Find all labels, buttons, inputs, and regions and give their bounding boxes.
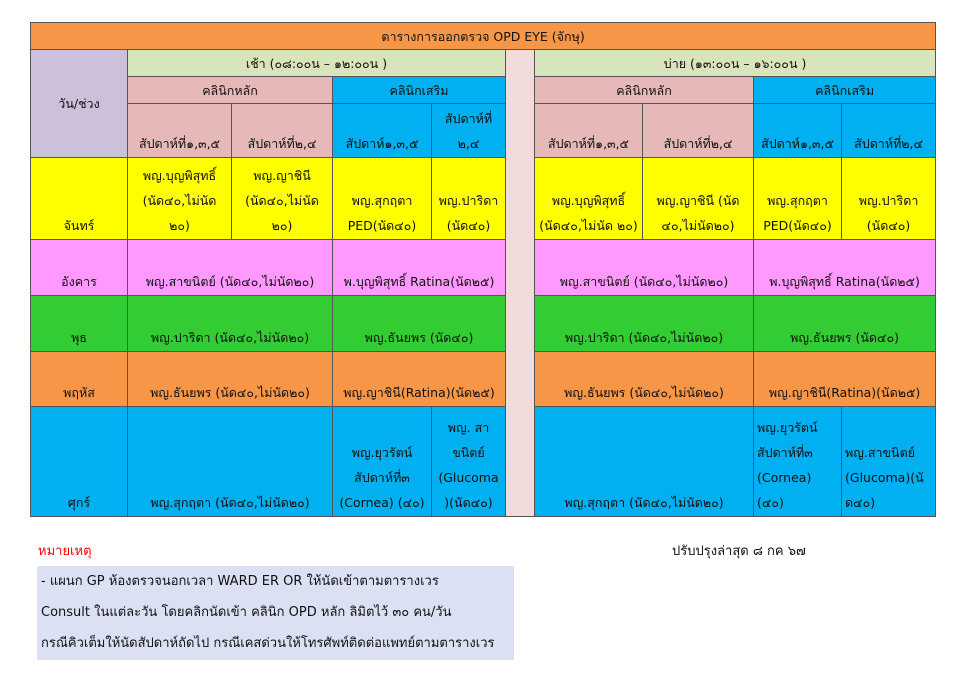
schedule-cell: พญ.ยุวรัตน์ สัปดาห์ที่๓ (Cornea) (๔๐) xyxy=(754,407,842,517)
schedule-cell: พญ.สาขนิตย์ (Glucoma)(นั ด๔๐) xyxy=(842,407,936,517)
schedule-cell: พญ.สุกฤตา (นัด๔๐,ไม่นัด๒๐) xyxy=(128,407,333,517)
schedule-cell: พญ.สุกฤตา PED(นัด๔๐) xyxy=(333,158,432,240)
last-updated: ปรับปรุงล่าสุด ๘ กค ๖๗ xyxy=(672,544,806,559)
table-row-wednesday xyxy=(31,296,936,352)
note-box xyxy=(37,566,514,660)
table-row-thursday xyxy=(31,352,936,407)
pm-main-week24-header: สัปดาห์ที่๒,๔ xyxy=(643,104,754,158)
schedule-cell: พญ.ปาริดา (นัด๔๐,ไม่นัด๒๐) xyxy=(128,296,333,352)
schedule-cell: พญ.สาขนิตย์ (นัด๔๐,ไม่นัด๒๐) xyxy=(128,240,333,296)
table-row-monday xyxy=(31,158,936,240)
morning-main-clinic-header: คลินิกหลัก xyxy=(128,77,333,104)
schedule-cell: พญ.สุกฤตา PED(นัด๔๐) xyxy=(754,158,842,240)
schedule-cell: พ.บุญพิสุทธิ์ Ratina(นัด๒๕) xyxy=(754,240,936,296)
table-row-friday xyxy=(31,407,936,517)
am-main-week24-header: สัปดาห์ที่๒,๔ xyxy=(232,104,333,158)
schedule-cell: พญ.ญาชินี (นัด๔๐,ไม่นัด ๒๐) xyxy=(232,158,333,240)
note-heading: หมายเหตุ xyxy=(38,544,92,559)
day-column-header: วัน/ช่วง xyxy=(31,50,128,158)
pm-extra-week135-header: สัปดาห์๑,๓,๕ xyxy=(754,104,842,158)
am-extra-week24-header: สัปดาห์ที่ ๒,๔ xyxy=(432,104,506,158)
morning-header: เช้า (๐๘:๐๐น – ๑๒:๐๐น ) xyxy=(128,50,506,77)
pm-extra-week24-header: สัปดาห์ที่๒,๔ xyxy=(842,104,936,158)
day-label-monday: จันทร์ xyxy=(31,158,128,240)
schedule-cell: พญ.บุญพิสุทธิ์ (นัด๔๐,ไม่นัด ๒๐) xyxy=(535,158,643,240)
schedule-cell: พญ.ธันยพร (นัด๔๐) xyxy=(333,296,506,352)
schedule-cell: พญ.ธันยพร (นัด๔๐) xyxy=(754,296,936,352)
note-line: - แผนก GP ห้องตรวจนอกเวลา WARD ER OR ให้นัดเข้าตามตารางเวร xyxy=(41,574,439,589)
schedule-cell: พญ.ธันยพร (นัด๔๐,ไม่นัด๒๐) xyxy=(128,352,333,407)
day-label-wednesday: พุธ xyxy=(31,296,128,352)
afternoon-main-clinic-header: คลินิกหลัก xyxy=(535,77,754,104)
am-extra-week135-header: สัปดาห์๑,๓,๕ xyxy=(333,104,432,158)
schedule-cell: พญ.ปาริดา (นัด๔๐,ไม่นัด๒๐) xyxy=(535,296,754,352)
afternoon-header: บ่าย (๑๓:๐๐น – ๑๖:๐๐น ) xyxy=(535,50,936,77)
schedule-cell: พญ.ญาชินี(Ratina)(นัด๒๕) xyxy=(333,352,506,407)
schedule-cell: พญ.ยุวรัตน์ สัปดาห์ที่๓ (Cornea) (๔๐) xyxy=(333,407,432,517)
pm-main-week135-header: สัปดาห์ที่๑,๓,๕ xyxy=(535,104,643,158)
note-line: Consult ในแต่ละวัน โดยคลิกนัดเข้า คลินิก OPD หลัก ลิมิตไว้ ๓๐ คน/วัน xyxy=(41,605,452,620)
schedule-cell: พญ.ญาชินี (นัด ๔๐,ไม่นัด๒๐) xyxy=(643,158,754,240)
schedule-cell: พญ.สุกฤตา (นัด๔๐,ไม่นัด๒๐) xyxy=(535,407,754,517)
schedule-cell: พญ.ธันยพร (นัด๔๐,ไม่นัด๒๐) xyxy=(535,352,754,407)
day-label-thursday: พฤหัส xyxy=(31,352,128,407)
day-label-tuesday: อังคาร xyxy=(31,240,128,296)
day-label-friday: ศุกร์ xyxy=(31,407,128,517)
shift-divider xyxy=(506,50,535,517)
note-line: กรณีคิวเต็มให้นัดสัปดาห์ถัดไป กรณีเคสด่วนให้โทรศัพท์ติดต่อแพทย์ตามตารางเวร xyxy=(41,636,495,651)
afternoon-extra-clinic-header: คลินิกเสริม xyxy=(754,77,936,104)
schedule-cell: พญ.ญาชินี(Ratina)(นัด๒๕) xyxy=(754,352,936,407)
schedule-cell: พญ.ปาริดา (นัด๔๐) xyxy=(432,158,506,240)
schedule-cell: พญ.สาขนิตย์ (นัด๔๐,ไม่นัด๒๐) xyxy=(535,240,754,296)
schedule-cell: พญ. สาขนิตย์ (Glucoma )(นัด๔๐) xyxy=(432,407,506,517)
table-row-tuesday xyxy=(31,240,936,296)
am-main-week135-header: สัปดาห์ที่๑,๓,๕ xyxy=(128,104,232,158)
table-title: ตารางการออกตรวจ OPD EYE (จักษุ) xyxy=(31,23,936,50)
schedule-cell: พญ.ปาริดา (นัด๔๐) xyxy=(842,158,936,240)
morning-extra-clinic-header: คลินิกเสริม xyxy=(333,77,506,104)
schedule-cell: พ.บุญพิสุทธิ์ Ratina(นัด๒๕) xyxy=(333,240,506,296)
schedule-cell: พญ.บุญพิสุทธิ์ (นัด๔๐,ไม่นัด ๒๐) xyxy=(128,158,232,240)
schedule-table xyxy=(30,22,936,517)
